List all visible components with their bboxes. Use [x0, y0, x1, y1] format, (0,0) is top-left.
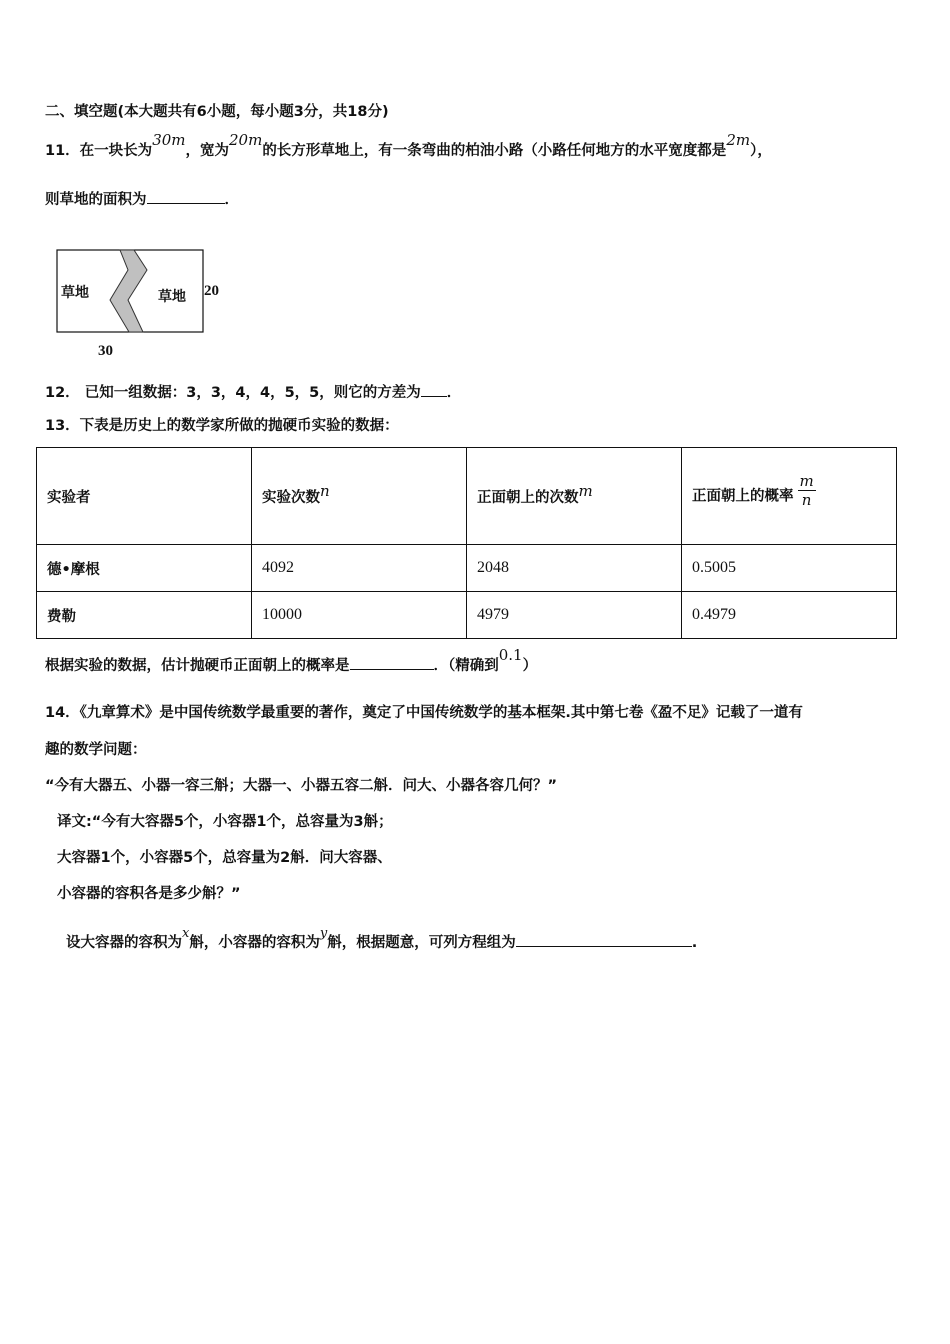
table-row	[37, 545, 897, 592]
left-grass-label: 草地	[61, 285, 89, 301]
q13-tail-post: ）	[522, 658, 538, 674]
question-12	[45, 382, 461, 403]
table-row	[37, 592, 897, 639]
question-14-translation-1: 译文:“今有大容器5个，小容器1个，总容量为3斛；	[57, 814, 393, 830]
section-title: 二、填空题(本大题共有6小题，每小题3分，共18分)	[45, 104, 389, 120]
q11-text-4: ），	[750, 143, 772, 159]
x-variable: x	[182, 926, 190, 941]
row2-name: 费勒	[37, 592, 252, 639]
height-label: 20	[204, 283, 219, 299]
header-probability: 正面朝上的概率 $\frac{m}{n}$	[682, 448, 897, 545]
row1-trials: 4092	[252, 545, 467, 592]
q13-answer-blank[interactable]	[350, 655, 434, 670]
q11-text-3: 的长方形草地上，有一条弯曲的柏油小路（小路任何地方的水平宽度都是	[262, 143, 727, 159]
header-trials: 实验次数n	[252, 448, 467, 545]
q11-road-width-math: 2m	[726, 131, 751, 149]
q11-width-math: 20m	[229, 131, 263, 149]
fraction-denominator: n	[801, 490, 812, 509]
question-13-intro: 13．下表是历史上的数学家所做的抛硬币实验的数据：	[45, 418, 399, 434]
row1-name: 德•摩根	[37, 545, 252, 592]
q14-prompt-a: 设大容器的容积为	[66, 935, 182, 951]
q12-text: 12． 已知一组数据：3，3，4，4，5，5，则它的方差为	[45, 385, 421, 401]
question-14-translation-2: 大容器1个，小容器5个，总容量为2斛．问大容器、	[57, 850, 392, 866]
header-n-math: n	[320, 481, 330, 500]
question-11-line-2	[45, 189, 239, 210]
m-over-n-fraction	[798, 472, 816, 509]
q11-answer-blank[interactable]	[147, 189, 225, 204]
q14-prompt-b: 斛，小容器的容积为	[189, 935, 320, 951]
fraction-numerator: m	[799, 471, 814, 490]
q13-precision-math: 0.1	[498, 646, 523, 664]
q14-answer-blank[interactable]	[516, 932, 692, 947]
q14-prompt-end: .	[691, 935, 698, 951]
question-11-line-1	[45, 131, 772, 161]
header-heads: 正面朝上的次数m	[467, 448, 682, 545]
row2-heads: 4979	[467, 592, 682, 639]
q11-text-1: 11．在一块长为	[45, 143, 153, 159]
q11-line2-pre: 则草地的面积为	[45, 192, 147, 208]
header-experimenter: 实验者	[37, 448, 252, 545]
q11-text-2: ，宽为	[185, 143, 229, 159]
q13-tail-mid: ．（精确到	[433, 658, 499, 674]
y-variable: y	[319, 926, 328, 941]
grass-road-figure	[40, 245, 240, 365]
question-14-line-1: 14．《九章算术》是中国传统数学最重要的著作，奠定了中国传统数学的基本框架.其中第七卷《盈不足》记载了一道有	[45, 705, 803, 721]
q14-prompt-c: 斛，根据题意，可列方程组为	[327, 935, 516, 951]
right-grass-label: 草地	[158, 289, 186, 305]
width-label: 30	[98, 343, 113, 359]
table-header-row	[37, 448, 897, 545]
q12-answer-blank[interactable]	[421, 382, 447, 397]
q13-tail-pre: 根据实验的数据，估计抛硬币正面朝上的概率是	[45, 658, 350, 674]
question-14-line-2: 趣的数学问题：	[45, 742, 147, 758]
coin-toss-table	[36, 447, 897, 639]
question-14-prompt	[66, 926, 698, 954]
row2-probability: 0.4979	[682, 592, 897, 639]
question-14-quote: “今有大器五、小器一容三斛；大器一、小器五容二斛．问大、小器各容几何？”	[45, 778, 558, 794]
row1-heads: 2048	[467, 545, 682, 592]
question-13-tail	[45, 646, 538, 676]
question-14-translation-3: 小容器的容积各是多少斛？”	[57, 886, 241, 902]
q11-line2-post: ．	[224, 192, 239, 208]
row1-probability: 0.5005	[682, 545, 897, 592]
q11-length-math: 30m	[152, 131, 186, 149]
q12-post: ．	[446, 385, 462, 401]
row2-trials: 10000	[252, 592, 467, 639]
header-m-math: m	[578, 481, 593, 500]
